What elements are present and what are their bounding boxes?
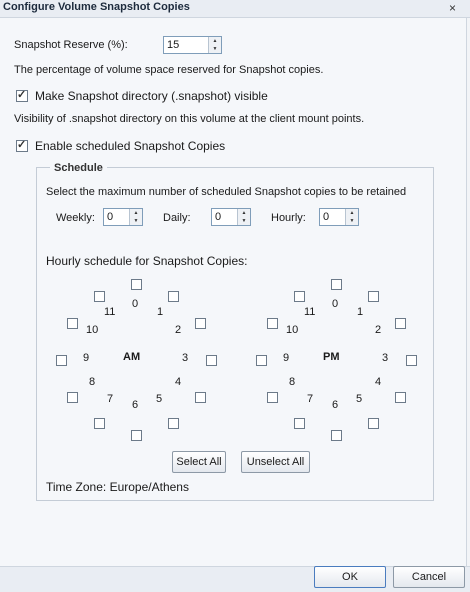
am-hour-11-label: 11 <box>104 306 116 318</box>
snapshot-directory-visible-label: Make Snapshot directory (.snapshot) visible <box>35 89 268 103</box>
daily-spinner[interactable] <box>211 208 251 226</box>
am-hour-8-checkbox[interactable] <box>67 392 78 403</box>
pm-hour-10-label: 10 <box>286 324 299 336</box>
pm-hour-11-label: 11 <box>304 306 316 318</box>
snapshot-directory-visible-checkbox[interactable] <box>16 90 28 102</box>
pm-hour-4-label: 4 <box>375 376 382 388</box>
am-label: AM <box>123 351 141 363</box>
am-hour-0-label: 0 <box>132 298 139 310</box>
am-hour-7-label: 7 <box>107 393 114 405</box>
am-hour-4-checkbox[interactable] <box>195 392 206 403</box>
pm-hour-11-checkbox[interactable] <box>294 291 305 302</box>
am-hour-9-checkbox[interactable] <box>56 355 67 366</box>
pm-hour-8-checkbox[interactable] <box>267 392 278 403</box>
spinner-arrows-icon[interactable]: ▲ ▼ <box>129 209 142 225</box>
retain-instruction: Select the maximum number of scheduled Snapshot copies to be retained <box>46 186 407 198</box>
am-hour-9-label: 9 <box>83 352 90 364</box>
pm-hour-9-label: 9 <box>283 352 290 364</box>
timezone-label: Time Zone: Europe/Athens <box>46 480 189 494</box>
am-hour-0-checkbox[interactable] <box>131 279 142 290</box>
pm-hour-4-checkbox[interactable] <box>395 392 406 403</box>
hourly-schedule-heading: Hourly schedule for Snapshot Copies: <box>46 254 248 268</box>
pm-hour-1-label: 1 <box>357 306 364 318</box>
am-hour-10-label: 10 <box>86 324 99 336</box>
dialog-title: Configure Volume Snapshot Copies <box>3 1 190 13</box>
pm-hour-8-label: 8 <box>289 376 296 388</box>
schedule-legend: Schedule <box>50 162 107 174</box>
pm-hour-7-label: 7 <box>307 393 314 405</box>
am-hour-8-label: 8 <box>89 376 96 388</box>
unselect-all-button[interactable]: Unselect All <box>241 451 310 473</box>
hourly-value[interactable]: 0 <box>323 211 330 223</box>
pm-hour-6-label: 6 <box>332 399 339 411</box>
pm-hour-6-checkbox[interactable] <box>331 430 342 441</box>
snapshot-reserve-value[interactable]: 15 <box>167 39 180 51</box>
pm-label: PM <box>323 351 340 363</box>
snapshot-reserve-label: Snapshot Reserve (%): <box>14 39 128 51</box>
daily-label: Daily: <box>163 212 191 224</box>
cancel-button[interactable]: Cancel <box>393 566 465 588</box>
pm-hour-5-checkbox[interactable] <box>368 418 379 429</box>
ok-button[interactable]: OK <box>314 566 386 588</box>
spinner-arrows-icon[interactable]: ▲ ▼ <box>208 37 221 53</box>
am-hour-1-label: 1 <box>157 306 164 318</box>
am-hour-10-checkbox[interactable] <box>67 318 78 329</box>
pm-hour-5-label: 5 <box>356 393 363 405</box>
am-hour-3-label: 3 <box>182 352 189 364</box>
snapshot-reserve-description: The percentage of volume space reserved for Snapshot copies. <box>14 64 324 76</box>
select-all-button[interactable]: Select All <box>172 451 226 473</box>
am-hour-2-checkbox[interactable] <box>195 318 206 329</box>
am-hour-5-label: 5 <box>156 393 163 405</box>
dialog-titlebar <box>0 0 470 18</box>
pm-hour-3-label: 3 <box>382 352 389 364</box>
weekly-spinner[interactable] <box>103 208 143 226</box>
snapshot-reserve-spinner[interactable] <box>163 36 222 54</box>
am-hour-11-checkbox[interactable] <box>94 291 105 302</box>
close-icon[interactable]: × <box>448 1 456 15</box>
am-hour-6-checkbox[interactable] <box>131 430 142 441</box>
pm-hour-10-checkbox[interactable] <box>267 318 278 329</box>
enable-scheduled-label: Enable scheduled Snapshot Copies <box>35 139 226 153</box>
hourly-spinner[interactable] <box>319 208 359 226</box>
hourly-label: Hourly: <box>271 212 306 224</box>
spinner-arrows-icon[interactable]: ▲ ▼ <box>345 209 358 225</box>
pm-hour-2-checkbox[interactable] <box>395 318 406 329</box>
pm-hour-0-checkbox[interactable] <box>331 279 342 290</box>
weekly-label: Weekly: <box>56 212 95 224</box>
pm-hour-3-checkbox[interactable] <box>406 355 417 366</box>
am-hour-7-checkbox[interactable] <box>94 418 105 429</box>
pm-hour-1-checkbox[interactable] <box>368 291 379 302</box>
pm-hour-9-checkbox[interactable] <box>256 355 267 366</box>
weekly-value[interactable]: 0 <box>107 211 114 223</box>
am-hour-3-checkbox[interactable] <box>206 355 217 366</box>
am-hour-4-label: 4 <box>175 376 182 388</box>
pm-hour-7-checkbox[interactable] <box>294 418 305 429</box>
am-hour-2-label: 2 <box>175 324 182 336</box>
pm-hour-2-label: 2 <box>375 324 382 336</box>
am-hour-6-label: 6 <box>132 399 139 411</box>
am-hour-1-checkbox[interactable] <box>168 291 179 302</box>
enable-scheduled-checkbox[interactable] <box>16 140 28 152</box>
am-hour-5-checkbox[interactable] <box>168 418 179 429</box>
pm-hour-0-label: 0 <box>332 298 339 310</box>
spinner-arrows-icon[interactable]: ▲ ▼ <box>237 209 250 225</box>
daily-value[interactable]: 0 <box>215 211 222 223</box>
snapshot-directory-description: Visibility of .snapshot directory on this volume at the client mount points. <box>14 113 365 125</box>
